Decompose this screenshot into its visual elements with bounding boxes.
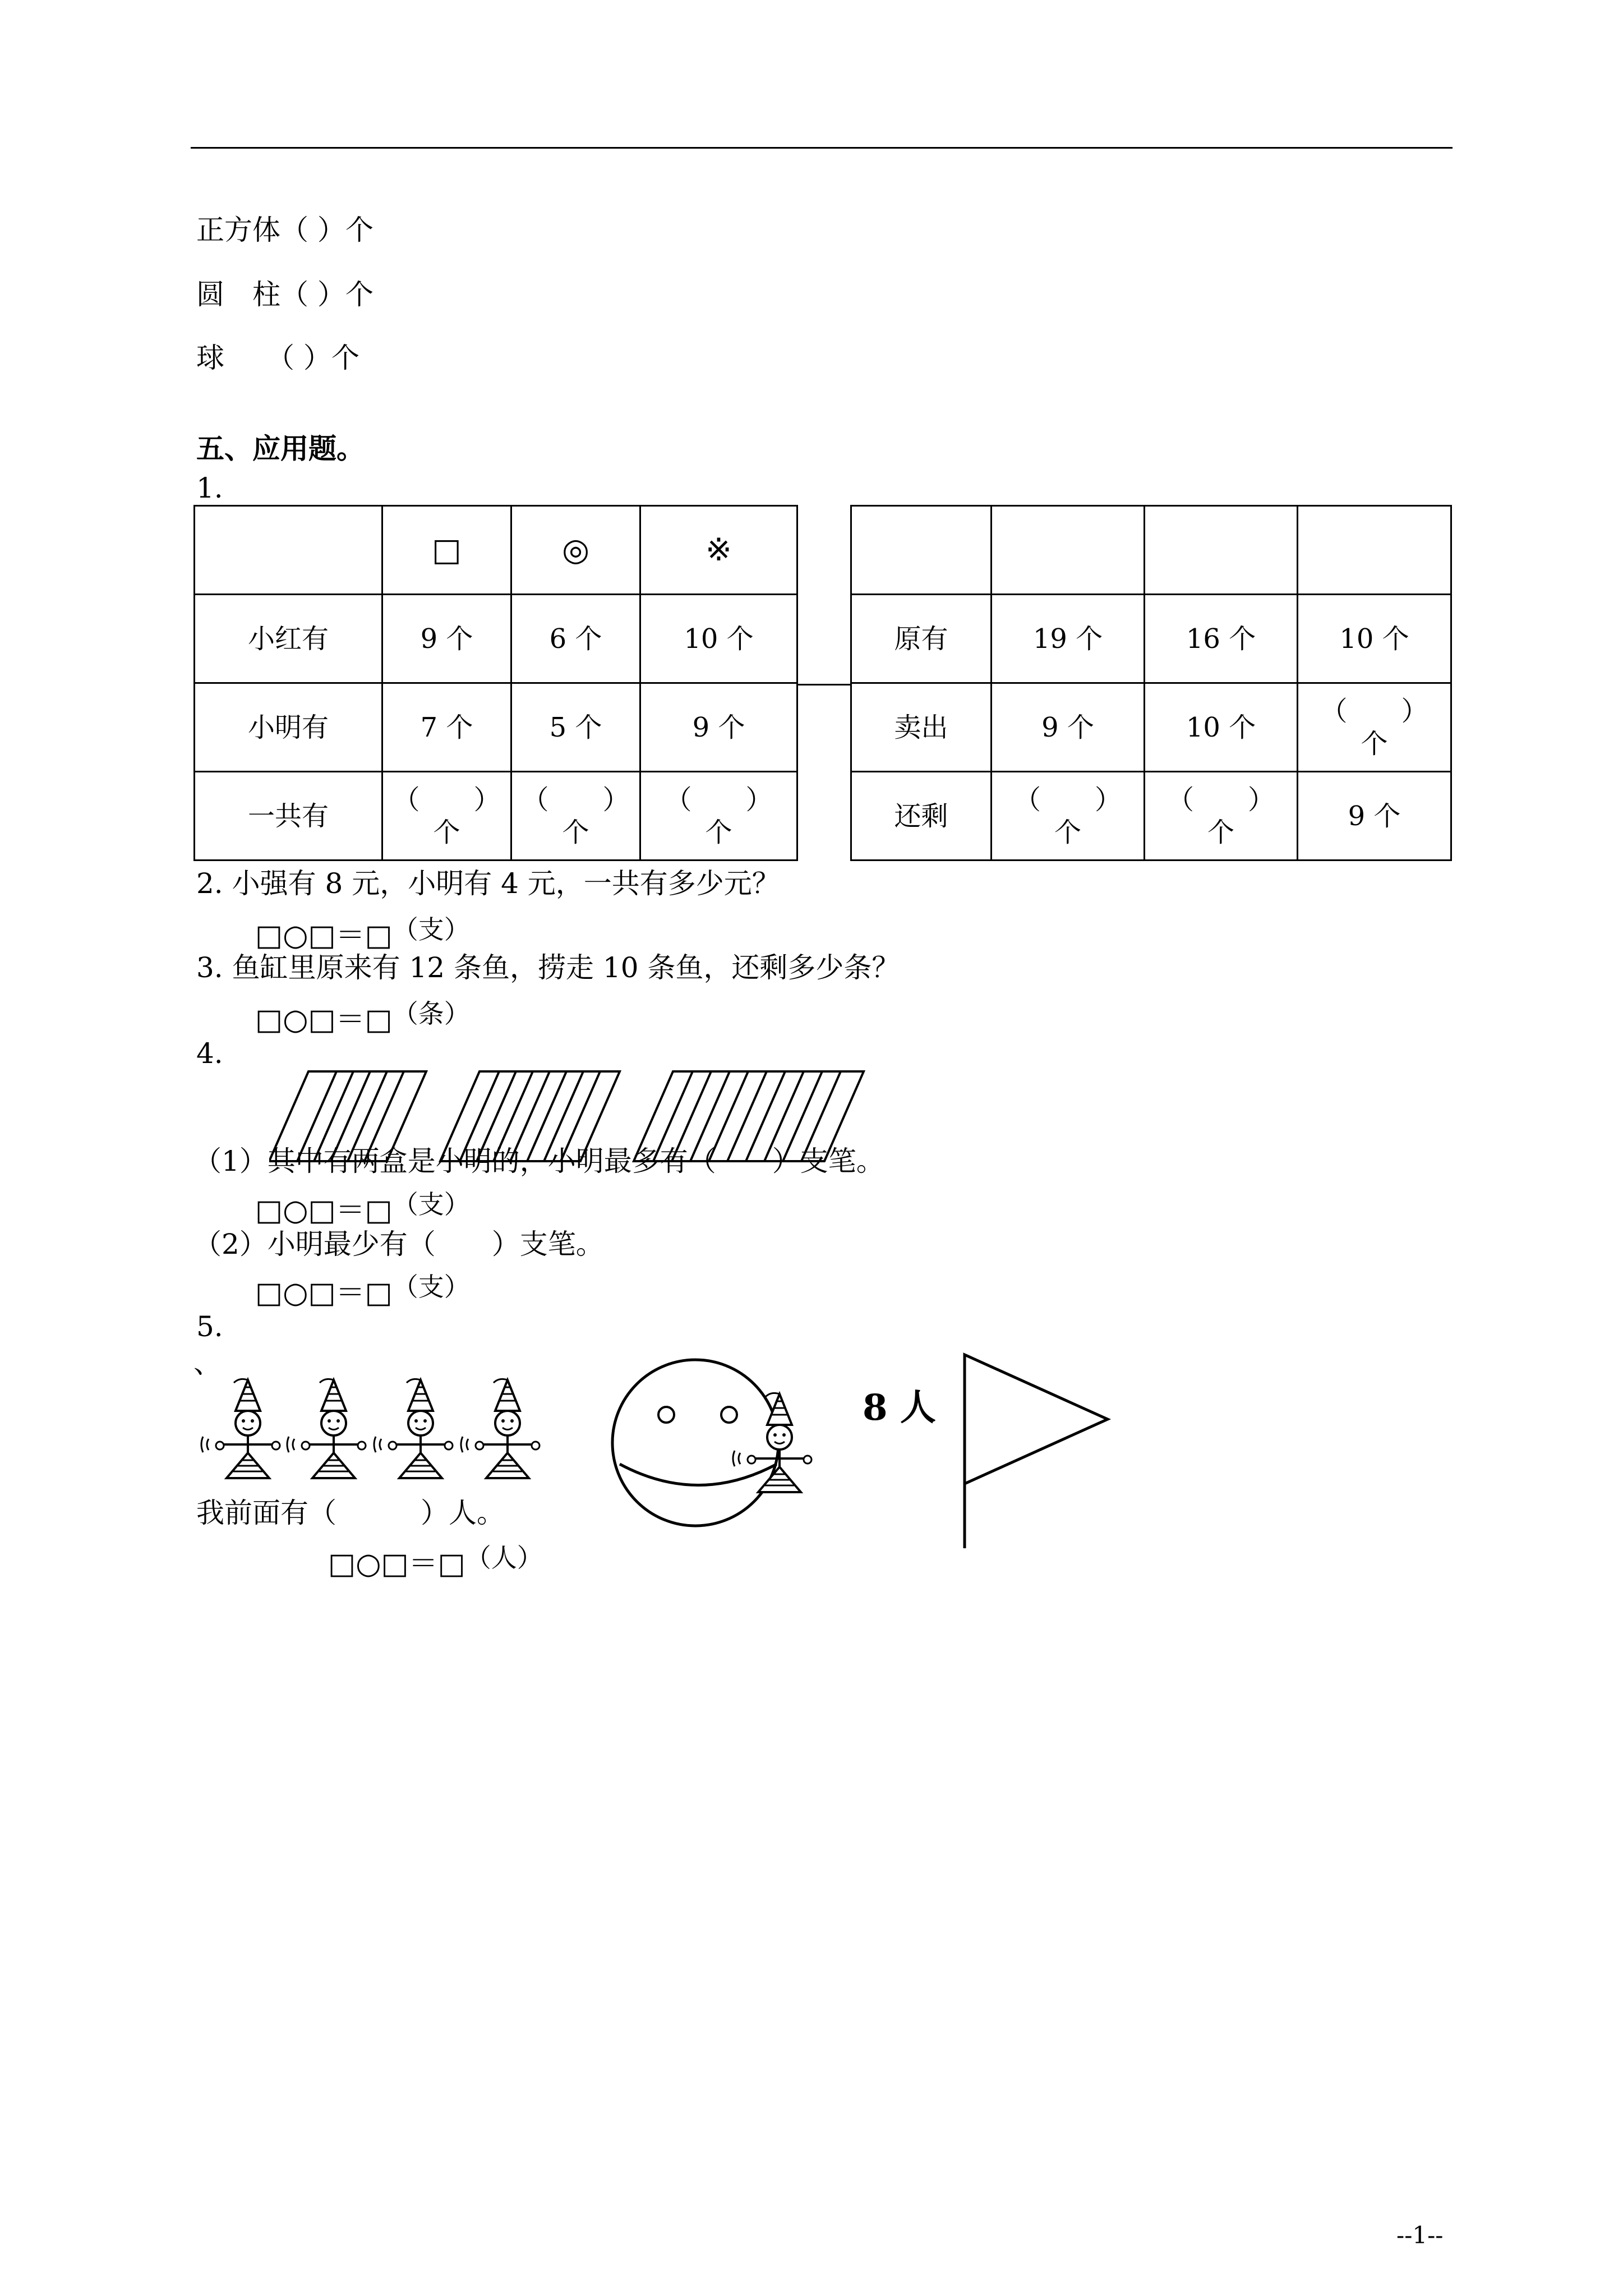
people-count-label: 8 人	[863, 1387, 936, 1429]
left-table-row	[195, 683, 797, 772]
q5-unit: （人）	[465, 1543, 543, 1573]
cylinder-label: 圆 柱	[196, 278, 280, 311]
cube-label: 正方体	[196, 214, 280, 246]
q3-equation-line	[255, 996, 470, 1038]
q4-sub2-unit: （支）	[392, 1272, 470, 1302]
kid-4	[461, 1379, 540, 1478]
right-table-cell: 9 个	[992, 683, 1145, 772]
left-table-cell: 一共有	[195, 772, 382, 861]
left-table-cell: ※	[640, 506, 797, 595]
left-table-cell-line: （ ）	[665, 784, 773, 816]
q3-equation: □○□＝□	[255, 1003, 393, 1037]
left-table-cell: 小明有	[195, 683, 382, 772]
page-number: --1--	[1396, 2221, 1444, 2249]
q4-sub2-equation: □○□＝□	[255, 1276, 393, 1310]
right-table-cell: 10 个	[1145, 683, 1298, 772]
right-table-cell	[851, 506, 992, 595]
q5-mark: 、	[193, 1347, 222, 1379]
right-table-cell-line: 个	[1054, 816, 1081, 848]
right-table-row	[851, 595, 1451, 683]
right-table-cell-line: （ ）	[1166, 784, 1275, 816]
right-table-cell: 19 个	[992, 595, 1145, 683]
left-table-cell: ◎	[511, 506, 640, 595]
q2-unit: （支）	[392, 914, 470, 945]
right-table-cell	[992, 772, 1145, 861]
right-table-row	[851, 772, 1451, 861]
table-left	[193, 505, 798, 861]
header-rule	[191, 147, 1453, 149]
right-table-cell	[1145, 772, 1298, 861]
q5-question: 我前面有（ ）人。	[196, 1497, 505, 1529]
left-table-cell: □	[382, 506, 511, 595]
right-table-cell: 还剩	[851, 772, 992, 861]
right-table-cell	[992, 506, 1145, 595]
right-table-cell: 原有	[851, 595, 992, 683]
left-table-cell: 10 个	[640, 595, 797, 683]
right-table-cell: 16 个	[1145, 595, 1298, 683]
left-table-cell	[640, 772, 797, 861]
left-table-cell: 6 个	[511, 595, 640, 683]
left-table-cell-line: 个	[705, 816, 732, 848]
q4-sub2-equation-line	[255, 1269, 470, 1311]
right-table-cell: 9 个	[1298, 772, 1451, 861]
left-table-cell-line: （ ）	[522, 784, 630, 816]
q2-text: 2. 小强有 8 元，小明有 4 元，一共有多少元？	[196, 867, 780, 900]
q4-sub2: （2）小明最少有（ ）支笔。	[193, 1228, 604, 1260]
table-connector-line	[796, 684, 850, 685]
q4-number: 4.	[196, 1037, 223, 1070]
left-table-row	[195, 772, 797, 861]
cube-blank: （ ）个	[280, 214, 374, 246]
left-table-row	[195, 595, 797, 683]
left-table-cell: 9 个	[640, 683, 797, 772]
cube-count-line	[196, 213, 374, 247]
right-table-cell-line: （ ）	[1320, 695, 1428, 727]
kid-1	[201, 1379, 280, 1478]
cylinder-blank: （ ）个	[280, 278, 374, 311]
left-table-cell	[195, 506, 382, 595]
right-table-row	[851, 506, 1451, 595]
right-table-cell	[1145, 506, 1298, 595]
q4-sub1-equation-line	[255, 1186, 470, 1228]
q4-sub1-unit: （支）	[392, 1189, 470, 1220]
cylinder-count-line	[196, 278, 374, 311]
q2-equation: □○□＝□	[255, 919, 393, 953]
right-table-cell: 10 个	[1298, 595, 1451, 683]
left-table-cell	[511, 772, 640, 861]
sphere-label: 球	[196, 342, 280, 374]
kid-2	[287, 1379, 366, 1478]
kid-3	[374, 1379, 453, 1478]
table-right	[850, 505, 1452, 861]
right-table-cell: 卖出	[851, 683, 992, 772]
right-table-cell-line: 个	[1361, 728, 1388, 760]
left-table-row	[195, 506, 797, 595]
q2-equation-line	[255, 912, 470, 954]
left-table-cell-line: 个	[562, 816, 589, 848]
right-table-cell-line: （ ）	[1013, 784, 1122, 816]
q5-equation: □○□＝□	[328, 1547, 465, 1581]
q4-sub1-equation: □○□＝□	[255, 1194, 393, 1227]
left-table-cell: 7 个	[382, 683, 511, 772]
left-table-cell: 5 个	[511, 683, 640, 772]
sphere-blank: （ ）个	[280, 342, 359, 374]
q5-number: 5.	[196, 1310, 223, 1343]
right-table-cell	[1298, 506, 1451, 595]
right-table-cell	[1298, 683, 1451, 772]
sphere-count-line	[196, 341, 359, 375]
q3-text: 3. 鱼缸里原来有 12 条鱼，捞走 10 条鱼，还剩多少条？	[196, 951, 900, 984]
left-table-cell: （ ）个	[382, 772, 511, 861]
q4-sub1: （1）其中有两盒是小明的，小明最多有（ ）支笔。	[193, 1145, 884, 1177]
left-table-cell: 9 个	[382, 595, 511, 683]
q1-number: 1.	[196, 472, 223, 504]
q5-equation-line	[328, 1540, 543, 1582]
section-title: 五、应用题。	[196, 432, 365, 465]
right-table-cell-line: 个	[1207, 816, 1234, 848]
smiley-face	[612, 1360, 778, 1526]
left-table-cell: 小红有	[195, 595, 382, 683]
q3-unit: （条）	[392, 999, 470, 1029]
right-table-row	[851, 683, 1451, 772]
flag-icon	[965, 1355, 1108, 1548]
